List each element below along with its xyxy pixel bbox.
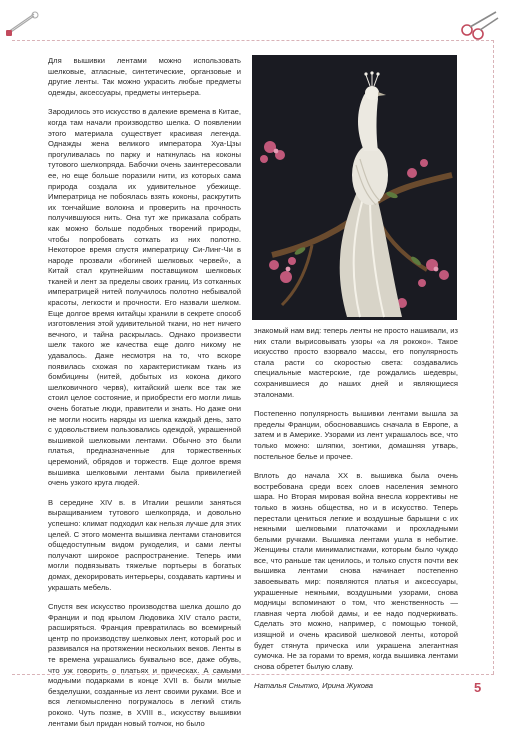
article-paragraph: знакомый нам вид: теперь ленты не просто нашивали, из них стали вырисовывать узоры «а ля рококо». Такое искусство просто взорвало массы, его популярность стала расти со скоростью света: создавались специальные мастерские, где рождались шедевры, сохранившиеся до наших дней и являющиеся эталонами.: [254, 326, 458, 399]
article-left-column: [48, 56, 241, 738]
article-paragraph: Вплоть до начала XX в. вышивка была очень востребована среди всех слоев населения земного шара. Но Вторая мировая война внесла коррективы не только в жизнь общества, но и в искусство. Теперь перестали цениться легкие и воздушные барышни с их нежными шелковыми платочками и прохладными белыми ручками. Вышивка лентами ушла в небытие. Женщины стали минималистками, которым было чуждо все, что раньше так ценилось, и только спустя почти век вышивка лентами снова начинает постепенно завоевывать мир: появляются платья и аксессуары, украшенные нежными, воздушными узорами, снова модницы вспоминают о том, что женственность — главная черта любой дамы, и ее надо подчеркивать. Сделать это можно, например, с помощью тонкой, изящной и очень красивой шелковой ленты, которой будет стянута прическа или украшена элегантная сумочка. Не за горами то время, когда вышивка лентами снова обретет былую славу.: [254, 471, 458, 671]
article-paragraph: Спустя век искусство производства шелка дошло до Франции и под крылом Людовика XIV стало расти, расширяться. Франция превратилась во всемирный центр по производству шелковых лент, который рос и развивался на протяжении нескольких веков. Ленты в те времена украшались буквально все, даже обувь, что уж говорить о платьях и прическах. А самыми модными подарками в конце XVII в. были милые безделушки, созданные из лент своими руками. Все и вся легкомысленно погружалось в легкий стиль рококо. Чуть позже, в XVIII в., искусству вышивки лентами был придан новый толчок, но было: [48, 602, 241, 728]
peacock-embroidery-image: [252, 55, 457, 320]
author-signature: Наталья Снытко, Ирина Жукова: [254, 681, 374, 691]
peacock-illustration: [252, 55, 457, 320]
article-paragraph: Для вышивки лентами можно использовать шелковые, атласные, синтетические, органзовые и другие ленты. Так можно украсить любые предметы одежды, аксессуары, предметы интерьера.: [48, 56, 241, 97]
safety-pin-icon: [4, 6, 44, 40]
article-paragraph: Зародилось это искусство в далекие времена в Китае, когда там начали производство шелка. О появлении этого материала существует красивая легенда. Однажды жена великого императора Хуа-Цзы прогуливалась по парку и наткнулась на коконы тутового шелкопряда. Бабочки очень заинтересовали ее, но еще больше поразили нити, из которых сама природа создала их удивительное убежище. Императрица не побоялась взять коконы, раскрутить их тончайшие волокна и проверить на прочность получившуюся нить. Она тут же приказала собрать как можно больше подобных творений природы, чтобы попробовать соткать из них полотно. Некоторое время спустя императрицу Си-Линг-Чи в народе прозвали «богиней шелковых червей», а Китай стал крупнейшим поставщиком шелковых тканей и лент за пределы своих границ. Из сотканных императрицей нитей получилось полотно небывалой красоты, легкости и прочности. Его назвали шелком. Еще долгое время китайцы хранили в секрете способ изготовления этой удивительной ткани, но нет ничего вечного, и тайна раскрылась. Однако произвести шелк такого же качества еще долго никому не удавалось. Даже несмотря на то, что вскоре появилась схожая по характеристикам ткань из бомбицины (нитей, добытых из кокона дикого шелковичного червя), китайский шелк все так же стоил целое состояние, и приобрести его могли лишь очень богатые люди, правители и знать. Но даже они не могли носить наряды из шелка каждый день, зато с удовольствием пользовались одеждой, украшенной вышивкой шелковыми лентами. Обычно это были платья, предназначенные для торжественных церемоний, обрядов и торжеств. Еще долгое время вышивка шелковыми лентами была привилегией очень узкого круга людей.: [48, 107, 241, 488]
scissors-icon: [458, 6, 502, 40]
dashed-border-top: [12, 40, 494, 41]
article-right-column: [254, 326, 458, 701]
article-paragraph: В середине XIV в. в Италии решили заняться выращиванием тутового шелкопряда, и довольно успешно: климат подходил как нельзя лучше для этих целей. С этого момента вышивка лентами становится общедоступным видом рукоделия, и сами ленты получают широкое распространение. Теперь ими могли подвязывать тяжелые портьеры в богатых домах, декорировать интерьеры, создавать картины и украшать мебель.: [48, 497, 241, 592]
article-paragraph: Постепенно популярность вышивки лентами вышла за пределы Франции, обосновавшись сначала в Европе, а затем и в Америке. Узорами из лент украшалось все, что только можно: шляпки, зонтики, домашняя утварь, постельное белье и прочее.: [254, 409, 458, 461]
page-number: 5: [474, 680, 482, 695]
dashed-border-right: [493, 40, 494, 674]
